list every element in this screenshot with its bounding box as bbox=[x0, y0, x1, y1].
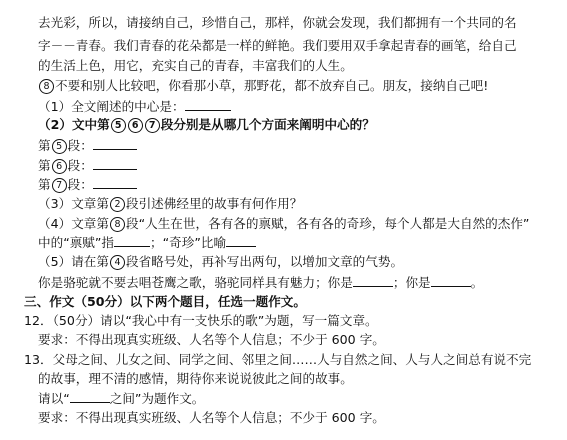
question-1 bbox=[38, 97, 231, 116]
circled-number: 5 bbox=[52, 139, 67, 154]
question-3 bbox=[38, 195, 302, 213]
label-text: 第 bbox=[38, 158, 51, 173]
topic-text: （50分）请以“我心中有一支快乐的歌”为题，写一篇文章。 bbox=[52, 313, 378, 328]
passage-text: 不要和别人比较吧，你看那小草，那野花，都不放弃自己。朋友，接纳自己吧! bbox=[55, 78, 489, 93]
circled-number: 7 bbox=[145, 118, 160, 133]
question-4-line-2 bbox=[38, 233, 256, 252]
answer-blank[interactable] bbox=[431, 273, 471, 287]
circled-number: 2 bbox=[110, 197, 125, 212]
passage-line: 字－－青春。我们青春的花朵都是一样的鲜艳。我们要用双手拿起青春的画笔，给自己 bbox=[38, 38, 517, 53]
answer-line-5 bbox=[38, 136, 137, 155]
circled-number: 4 bbox=[110, 255, 125, 270]
question-text: 段“人生在世，各有各的禀赋，各有各的奇珍，每个人都是大自然的杰作” bbox=[125, 216, 530, 231]
topic-text: 之间”为题作文。 bbox=[109, 391, 205, 406]
label-text: 第 bbox=[38, 138, 51, 153]
question-5 bbox=[38, 253, 403, 271]
circled-number: 5 bbox=[111, 118, 126, 133]
circled-number: 8 bbox=[110, 217, 125, 232]
label-text: 段： bbox=[67, 177, 93, 192]
answer-blank[interactable] bbox=[93, 156, 137, 170]
topic-12 bbox=[24, 312, 378, 330]
label-text: 段： bbox=[67, 158, 93, 173]
answer-blank[interactable] bbox=[93, 136, 137, 150]
passage-line bbox=[38, 77, 488, 95]
passage-line: 去光彩，所以，请接纳自己，珍惜自己，那样，你就会发现，我们都拥有一个共同的名 bbox=[38, 15, 517, 30]
question-text: 你是骆驼就不要去唱苍鹰之歌，骆驼同样具有魅力；你是 bbox=[38, 275, 353, 290]
question-text: 中的“禀赋”指 bbox=[38, 235, 115, 250]
question-text: ；“奇珍”比喻 bbox=[150, 235, 227, 250]
topic-13-line-3 bbox=[38, 389, 204, 408]
question-text: 段省略号处，再补写出两句，以增加文章的气势。 bbox=[125, 254, 404, 269]
answer-blank[interactable] bbox=[226, 233, 256, 247]
topic-13-line-2: 的故事，理不清的感情，期待你来说说彼此之间的故事。 bbox=[38, 371, 353, 386]
section-heading: 三、作文（50分）以下两个题目，任选一题作文。 bbox=[24, 294, 306, 309]
topic-text: 父母之间、儿女之间、同学之间、邻里之间……人与自然之间、人与人之间总有说不完 bbox=[52, 352, 532, 367]
topic-12-requirement: 要求：不得出现真实班级、人名等个人信息；不少于 600 字。 bbox=[38, 332, 385, 347]
answer-line-7 bbox=[38, 175, 137, 194]
question-4 bbox=[38, 215, 529, 233]
answer-blank[interactable] bbox=[185, 97, 231, 111]
question-5-line-2 bbox=[38, 273, 483, 292]
topic-13 bbox=[24, 351, 531, 369]
question-text: （4）文章第 bbox=[38, 216, 109, 231]
answer-blank[interactable] bbox=[70, 389, 110, 403]
label-text: 第 bbox=[38, 177, 51, 192]
question-text: 。 bbox=[470, 275, 484, 290]
circled-number: 6 bbox=[128, 118, 143, 133]
label-text: 段： bbox=[67, 138, 93, 153]
question-text: （3）文章第 bbox=[38, 196, 109, 211]
question-2 bbox=[38, 116, 375, 134]
answer-blank[interactable] bbox=[93, 175, 137, 189]
circled-number: 7 bbox=[52, 178, 67, 193]
question-text: ；你是 bbox=[392, 275, 431, 290]
answer-blank[interactable] bbox=[353, 273, 393, 287]
topic-13-requirement: 要求：不得出现真实班级、人名等个人信息；不少于 600 字。 bbox=[38, 410, 385, 425]
question-text: 段分别是从哪几个方面来阐明中心的？ bbox=[160, 117, 375, 132]
question-text: （1）全文阐述的中心是： bbox=[38, 99, 185, 114]
circled-number: 6 bbox=[52, 159, 67, 174]
answer-line-6 bbox=[38, 156, 137, 175]
question-text: （5）请在第 bbox=[38, 254, 109, 269]
question-text: （2）文中第 bbox=[38, 117, 110, 132]
question-text: 段引述佛经里的故事有何作用？ bbox=[125, 196, 303, 211]
topic-text: 请以“ bbox=[38, 391, 70, 406]
topic-number: 12． bbox=[24, 313, 53, 328]
topic-number: 13． bbox=[24, 352, 53, 367]
answer-blank[interactable] bbox=[114, 233, 150, 247]
passage-line: 的生活上色，用它，充实自己的青春，丰富我们的人生。 bbox=[38, 58, 353, 73]
circled-number: 8 bbox=[39, 79, 54, 94]
